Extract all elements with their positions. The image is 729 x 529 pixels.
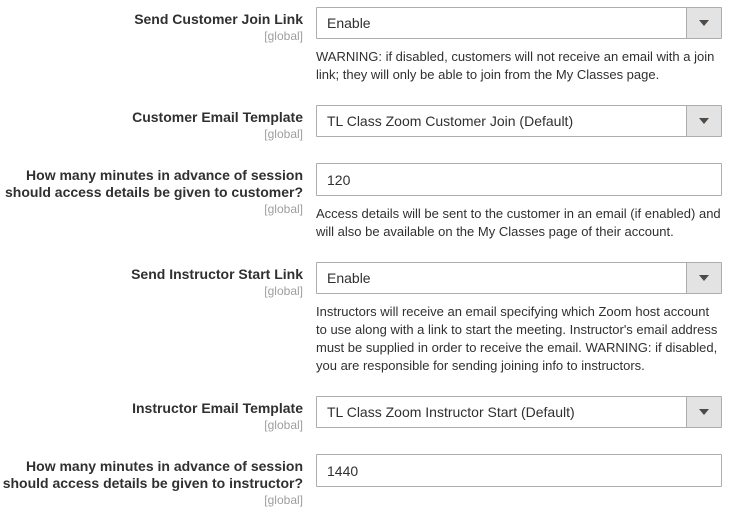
field-row-send-instructor-start-link (0, 262, 729, 375)
field-label: How many minutes in advance of session should access details be given to instructor? (2, 458, 303, 491)
select-arrow-button[interactable] (686, 106, 721, 136)
scope-hint: [global] (264, 493, 303, 507)
control-cell (316, 396, 722, 433)
field-label: Instructor Email Template (132, 400, 303, 416)
select-value: TL Class Zoom Instructor Start (Default) (327, 404, 575, 420)
control-cell (316, 7, 722, 84)
select-arrow-button[interactable] (686, 263, 721, 293)
label-cell (0, 396, 303, 433)
scope-hint: [global] (264, 418, 303, 432)
scope-hint: [global] (264, 202, 303, 216)
field-row-instructor-advance-minutes (0, 454, 729, 508)
customer-email-template-select[interactable] (316, 105, 722, 137)
control-cell (316, 262, 722, 375)
instructor-advance-minutes-input[interactable] (316, 454, 722, 487)
label-cell (0, 105, 303, 142)
field-label: Customer Email Template (132, 109, 303, 125)
field-row-send-customer-join-link (0, 7, 729, 84)
scope-hint: [global] (264, 29, 303, 43)
label-cell (0, 262, 303, 375)
field-label: How many minutes in advance of session should access details be given to customer? (5, 167, 303, 200)
send-instructor-start-link-select[interactable] (316, 262, 722, 294)
chevron-down-icon (699, 118, 709, 124)
label-cell (0, 163, 303, 241)
chevron-down-icon (699, 20, 709, 26)
select-arrow-button[interactable] (686, 8, 721, 38)
send-customer-join-link-select[interactable] (316, 7, 722, 39)
field-row-instructor-email-template (0, 396, 729, 433)
control-cell (316, 163, 722, 241)
field-note: Access details will be sent to the customer in an email (if enabled) and will also be available on the My Classes page of their account. (316, 206, 721, 239)
field-note: Instructors will receive an email specifying which Zoom host account to use along with a link to start the meeting. Instructor's email address must be supplied in order to receive the email. WARNING: if disabled, you are responsible for sending joining info to instructors. (316, 304, 718, 373)
label-cell (0, 7, 303, 84)
select-value: Enable (327, 270, 371, 286)
control-cell (316, 454, 722, 508)
select-arrow-button[interactable] (686, 397, 721, 427)
field-row-customer-email-template (0, 105, 729, 142)
instructor-email-template-select[interactable] (316, 396, 722, 428)
chevron-down-icon (699, 409, 709, 415)
label-cell (0, 454, 303, 508)
field-label: Send Customer Join Link (134, 11, 303, 27)
scope-hint: [global] (264, 127, 303, 141)
customer-advance-minutes-input[interactable] (316, 163, 722, 196)
field-label: Send Instructor Start Link (131, 266, 303, 282)
control-cell (316, 105, 722, 142)
field-note: WARNING: if disabled, customers will not receive an email with a join link; they will only be able to join from the My Classes page. (316, 49, 715, 82)
scope-hint: [global] (264, 284, 303, 298)
select-value: Enable (327, 15, 371, 31)
select-value: TL Class Zoom Customer Join (Default) (327, 113, 574, 129)
chevron-down-icon (699, 275, 709, 281)
field-row-customer-advance-minutes (0, 163, 729, 241)
